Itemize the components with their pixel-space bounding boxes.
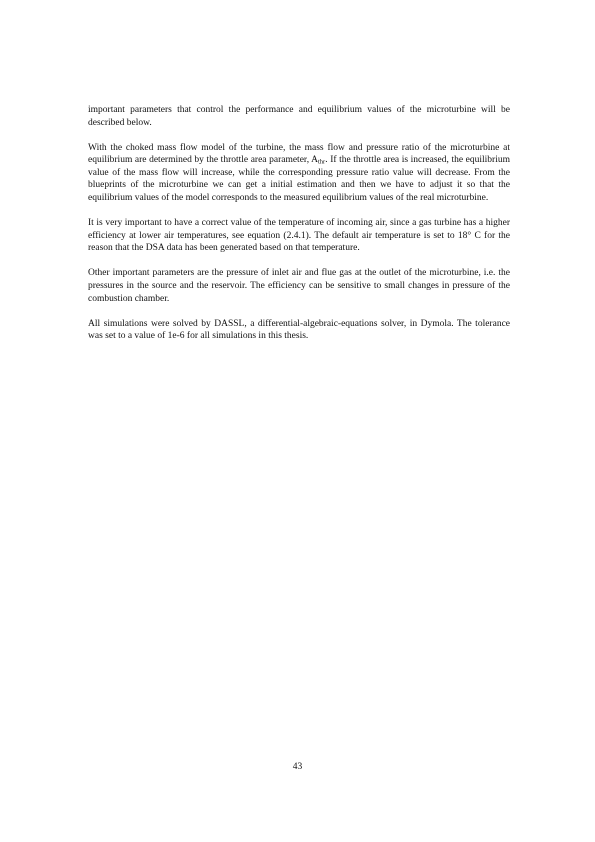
throttle-subscript: thr [318,158,326,166]
paragraph-text: Other important parameters are the pressure of inlet air and flue gas at the outlet of the microturbine, i.e. the pressures in the source and the reservoir. The efficiency can be sensitive to small changes in pressure of the combustion chamber. [88,268,510,304]
paragraph-solver [88,318,510,343]
paragraph-text: It is very important to have a correct value of the temperature of incoming air, since a gas turbine has a higher efficiency at lower air temperatures, see equation (2.4.1). The default air temperature is set to 18° C for the reason that the DSA data has been generated based on that temperature. [88,218,510,254]
paragraph-parameters-intro [88,104,510,129]
page-number: 43 [292,762,303,772]
paragraph-text: All simulations were solved by DASSL, a differential-algebraic-equations solver, in Dymola. The tolerance was set to a value of 1e-6 for all simulations in this thesis. [88,318,510,342]
paragraph-text: . If the throttle area is increased, the equilibrium value of the mass flow will increase, while the corresponding pressure ratio value will decrease. From the blueprints of the microturbine we can get a initial estimation and then we have to adjust it so that the equilibrium values of the model corresponds to the measured equilibrium values of the real microturbine. [88,155,510,204]
paragraph-text: With the choked mass flow model of the turbine, the mass flow and pressure ratio of the microturbine at equilibrium are determined by the throttle area parameter, A [88,142,510,166]
paragraph-pressure [88,267,510,305]
paragraph-text: important parameters that control the performance and equilibrium values of the microturbine will be described below. [88,105,510,128]
body-text [88,104,510,355]
paragraph-air-temperature [88,217,510,255]
paragraph-throttle-area [88,142,510,205]
